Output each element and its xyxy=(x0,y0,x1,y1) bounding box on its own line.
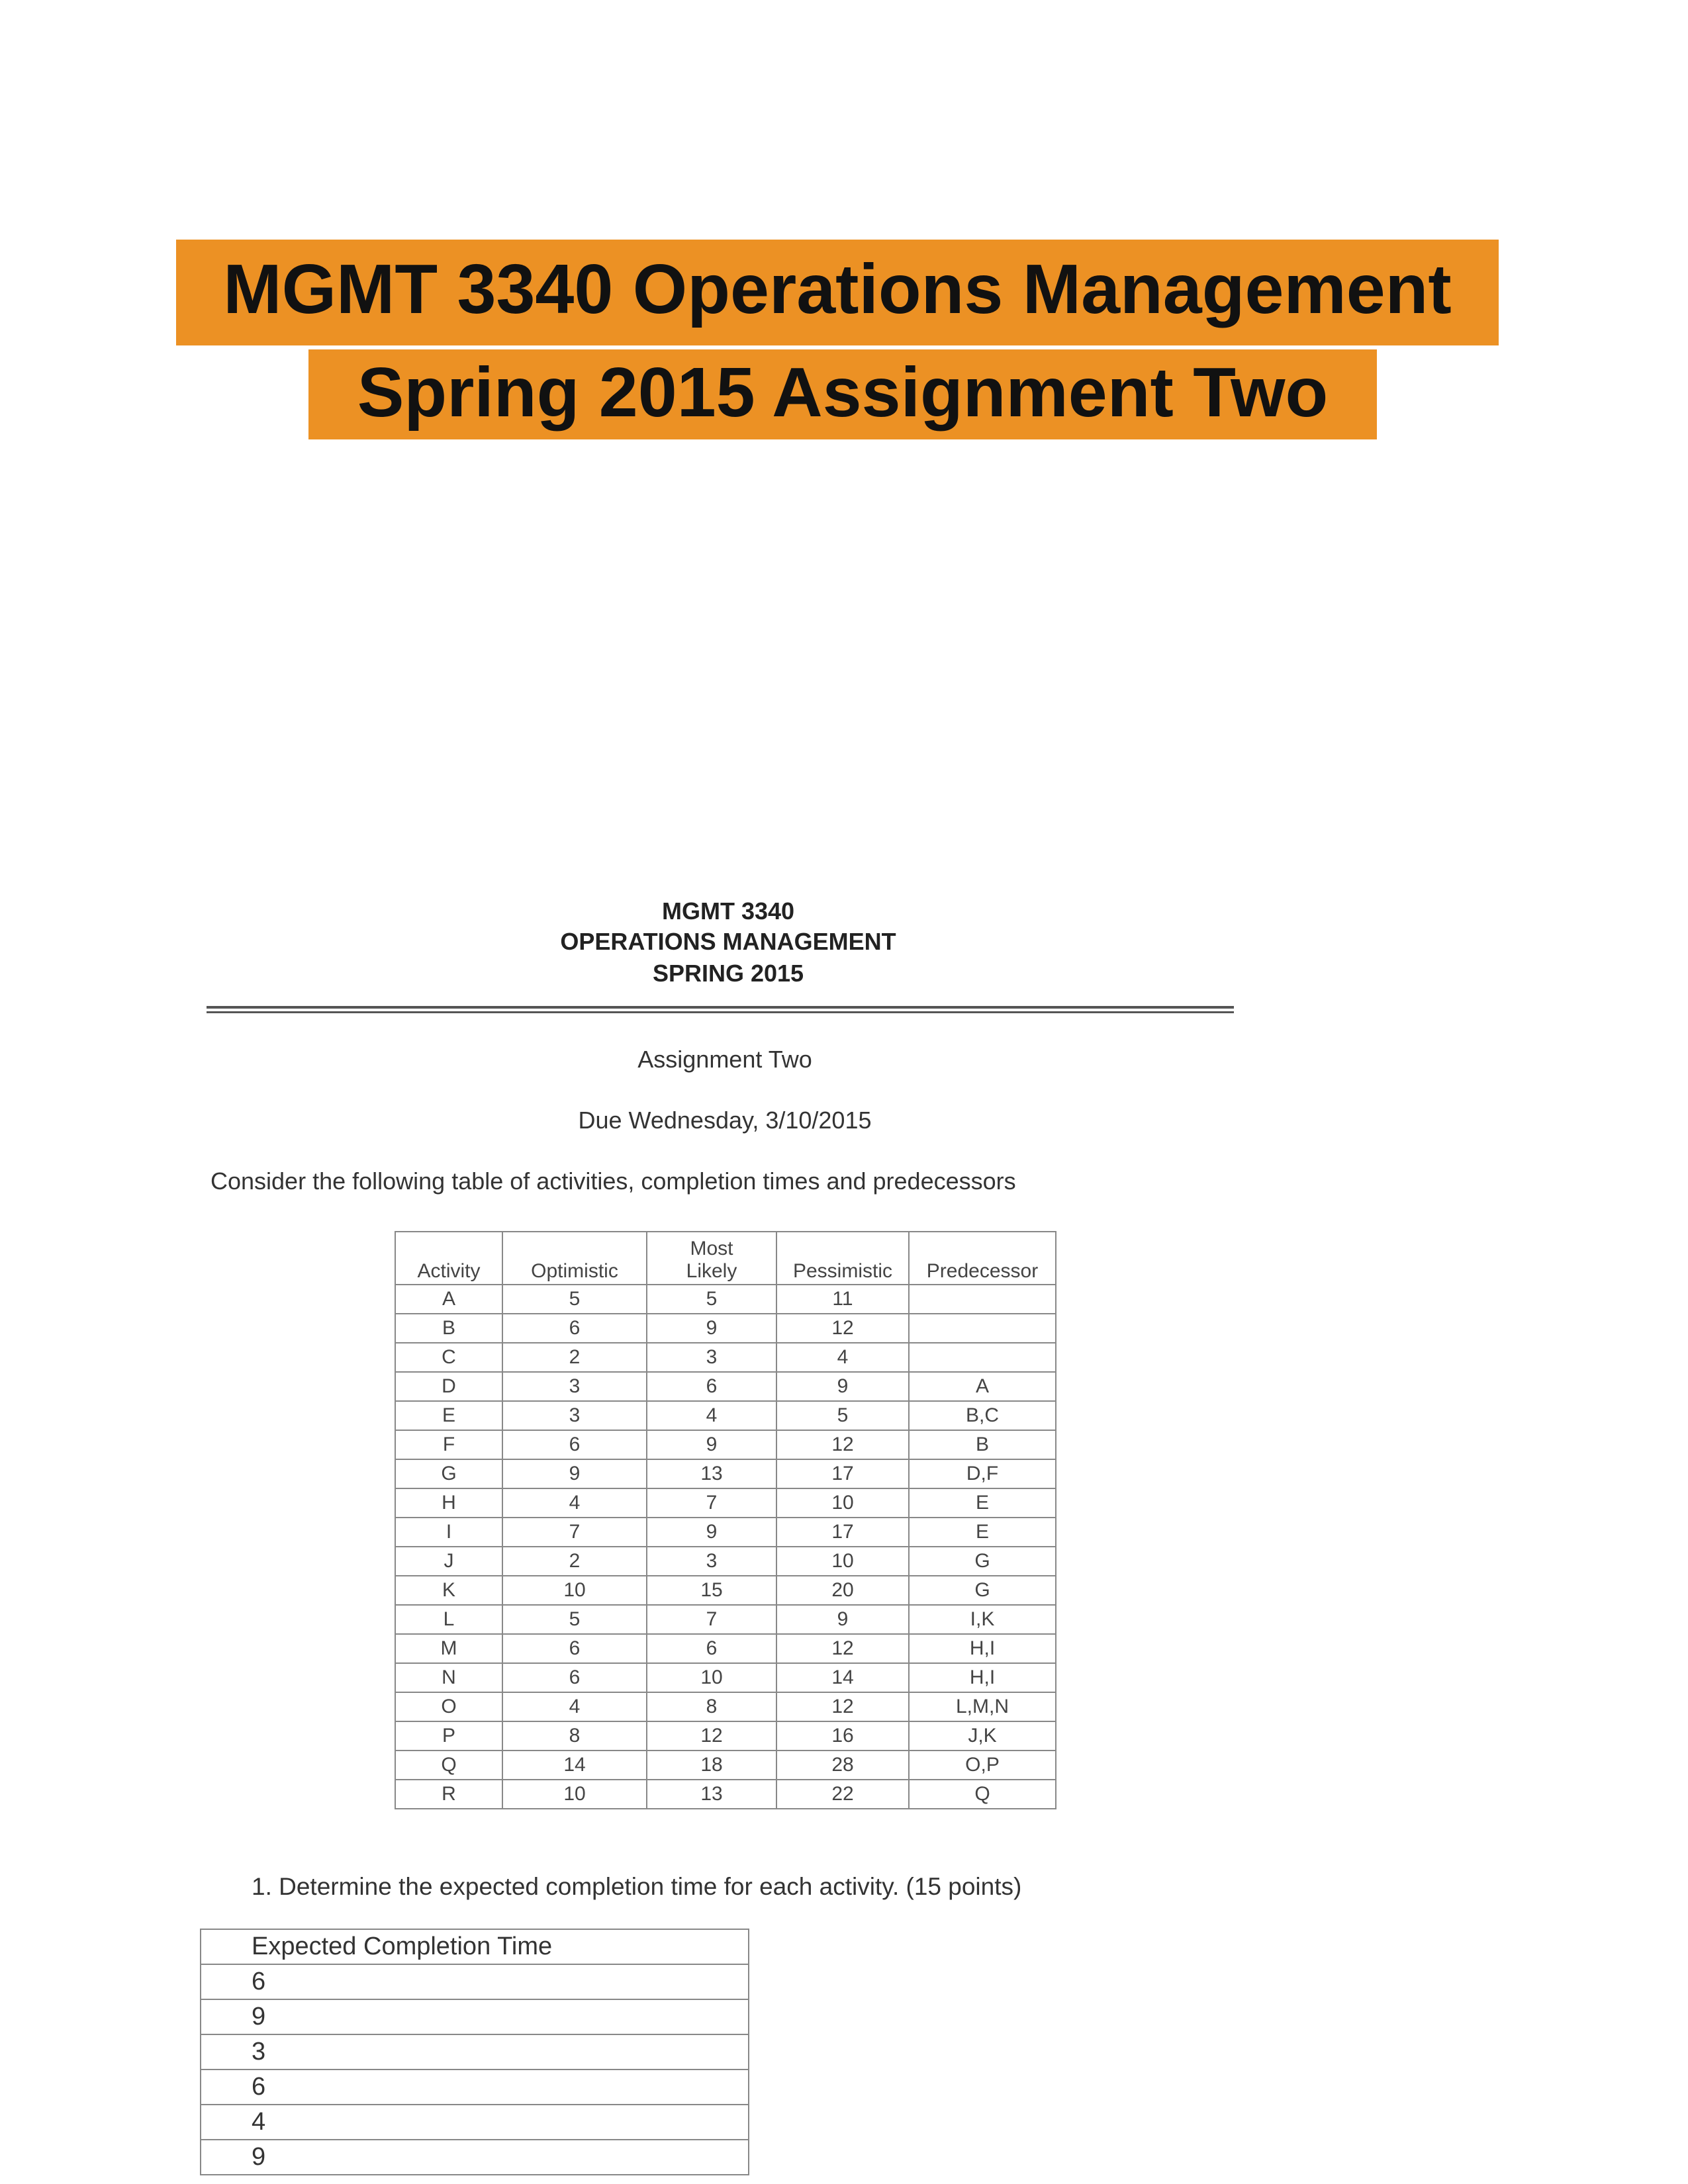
table-cell: 9 xyxy=(647,1518,776,1547)
table-cell: 12 xyxy=(776,1314,909,1343)
table-row xyxy=(395,1663,1056,1692)
table-row xyxy=(395,1547,1056,1576)
table-cell: H,I xyxy=(909,1663,1056,1692)
table-row xyxy=(395,1401,1056,1430)
table-cell: 9 xyxy=(776,1372,909,1401)
column-header: Predecessor xyxy=(909,1232,1056,1285)
table-cell: K xyxy=(395,1576,502,1605)
table-cell: F xyxy=(395,1430,502,1459)
column-header: Most Likely xyxy=(647,1232,776,1285)
table-cell: C xyxy=(395,1343,502,1372)
table-cell: 3 xyxy=(502,1372,647,1401)
term-heading: SPRING 2015 xyxy=(652,960,804,987)
table-cell: L xyxy=(395,1605,502,1634)
table-cell: 3 xyxy=(647,1547,776,1576)
table-row xyxy=(395,1780,1056,1809)
course-name-heading: OPERATIONS MANAGEMENT xyxy=(560,928,896,955)
table-cell: 5 xyxy=(776,1401,909,1430)
table-row xyxy=(395,1518,1056,1547)
assignment-title: Assignment Two xyxy=(637,1046,812,1073)
table-cell: 8 xyxy=(502,1721,647,1751)
table-cell: O xyxy=(395,1692,502,1721)
table-cell: H,I xyxy=(909,1634,1056,1663)
table-cell: 6 xyxy=(502,1663,647,1692)
table-cell: A xyxy=(395,1285,502,1314)
table-cell: 12 xyxy=(776,1634,909,1663)
table-cell: G xyxy=(909,1547,1056,1576)
table-cell: 17 xyxy=(776,1459,909,1488)
header-divider xyxy=(207,1011,1234,1013)
table-cell: 20 xyxy=(776,1576,909,1605)
table-cell: 4 xyxy=(776,1343,909,1372)
table-row xyxy=(395,1692,1056,1721)
expected-time-cell: 6 xyxy=(201,2070,749,2105)
table-cell: 16 xyxy=(776,1721,909,1751)
table-row xyxy=(395,1751,1056,1780)
table-cell: 12 xyxy=(776,1692,909,1721)
table-cell: Q xyxy=(395,1751,502,1780)
table-row xyxy=(395,1343,1056,1372)
table-cell: 2 xyxy=(502,1343,647,1372)
table-cell: 6 xyxy=(502,1430,647,1459)
table-cell: H xyxy=(395,1488,502,1518)
table-cell: 10 xyxy=(502,1780,647,1809)
table-cell: 9 xyxy=(647,1314,776,1343)
table-cell: 6 xyxy=(647,1372,776,1401)
due-date: Due Wednesday, 3/10/2015 xyxy=(578,1107,872,1134)
table-cell: 3 xyxy=(647,1343,776,1372)
table-cell: 7 xyxy=(647,1605,776,1634)
table-cell: B xyxy=(395,1314,502,1343)
table-cell: 13 xyxy=(647,1780,776,1809)
table-cell: 4 xyxy=(502,1488,647,1518)
table-row xyxy=(395,1430,1056,1459)
table-cell: L,M,N xyxy=(909,1692,1056,1721)
table-cell: I xyxy=(395,1518,502,1547)
table-cell: 5 xyxy=(647,1285,776,1314)
table-row xyxy=(395,1314,1056,1343)
table-cell: 5 xyxy=(502,1605,647,1634)
column-header: Activity xyxy=(395,1232,502,1285)
table-row xyxy=(395,1488,1056,1518)
table-cell: B xyxy=(909,1430,1056,1459)
banner-title-line-2: Spring 2015 Assignment Two xyxy=(308,349,1377,439)
table-row xyxy=(395,1634,1056,1663)
activity-table xyxy=(395,1231,1056,1809)
table-cell: 6 xyxy=(502,1314,647,1343)
table-cell: 12 xyxy=(647,1721,776,1751)
table-cell xyxy=(909,1285,1056,1314)
table-row xyxy=(395,1372,1056,1401)
table-cell: 2 xyxy=(502,1547,647,1576)
table-cell: Q xyxy=(909,1780,1056,1809)
table-cell: 4 xyxy=(647,1401,776,1430)
header-divider xyxy=(207,1006,1234,1009)
table-cell: 28 xyxy=(776,1751,909,1780)
table-cell: 14 xyxy=(502,1751,647,1780)
table-cell: 18 xyxy=(647,1751,776,1780)
table-cell: 8 xyxy=(647,1692,776,1721)
table-cell: 5 xyxy=(502,1285,647,1314)
course-code-heading: MGMT 3340 xyxy=(661,897,795,925)
table-cell: G xyxy=(909,1576,1056,1605)
expected-completion-header: Expected Completion Time xyxy=(201,1929,749,1964)
table-cell: R xyxy=(395,1780,502,1809)
table-cell: 10 xyxy=(647,1663,776,1692)
table-row xyxy=(201,2034,749,2070)
table-cell: G xyxy=(395,1459,502,1488)
table-row xyxy=(395,1459,1056,1488)
table-cell: O,P xyxy=(909,1751,1056,1780)
table-cell: 7 xyxy=(502,1518,647,1547)
table-row xyxy=(395,1285,1056,1314)
table-cell: 15 xyxy=(647,1576,776,1605)
column-header: Pessimistic xyxy=(776,1232,909,1285)
table-cell: 6 xyxy=(647,1634,776,1663)
table-cell: 4 xyxy=(502,1692,647,1721)
table-cell: 14 xyxy=(776,1663,909,1692)
intro-text: Consider the following table of activities, completion times and predecessors xyxy=(211,1167,1016,1195)
table-row xyxy=(201,2140,749,2175)
table-cell: 9 xyxy=(647,1430,776,1459)
table-cell: D,F xyxy=(909,1459,1056,1488)
table-cell xyxy=(909,1343,1056,1372)
table-cell: M xyxy=(395,1634,502,1663)
table-cell: E xyxy=(909,1518,1056,1547)
table-row xyxy=(395,1576,1056,1605)
table-row xyxy=(395,1605,1056,1634)
table-cell: 7 xyxy=(647,1488,776,1518)
table-row xyxy=(201,1999,749,2034)
table-row xyxy=(201,2105,749,2140)
table-cell: 10 xyxy=(776,1488,909,1518)
expected-time-cell: 9 xyxy=(201,1999,749,2034)
table-row xyxy=(395,1721,1056,1751)
table-cell: D xyxy=(395,1372,502,1401)
table-cell: 11 xyxy=(776,1285,909,1314)
table-cell: P xyxy=(395,1721,502,1751)
table-cell: N xyxy=(395,1663,502,1692)
table-cell: E xyxy=(395,1401,502,1430)
expected-time-cell: 4 xyxy=(201,2105,749,2140)
table-cell: J,K xyxy=(909,1721,1056,1751)
table-cell: 10 xyxy=(502,1576,647,1605)
table-cell: 9 xyxy=(776,1605,909,1634)
table-cell: 13 xyxy=(647,1459,776,1488)
table-cell: 9 xyxy=(502,1459,647,1488)
table-cell: B,C xyxy=(909,1401,1056,1430)
expected-time-cell: 6 xyxy=(201,1964,749,1999)
table-cell: A xyxy=(909,1372,1056,1401)
table-cell: J xyxy=(395,1547,502,1576)
table-row xyxy=(201,2070,749,2105)
table-cell: 17 xyxy=(776,1518,909,1547)
expected-time-cell: 9 xyxy=(201,2140,749,2175)
table-cell: 3 xyxy=(502,1401,647,1430)
table-cell: 22 xyxy=(776,1780,909,1809)
table-cell: 12 xyxy=(776,1430,909,1459)
banner-title-line-1: MGMT 3340 Operations Management xyxy=(176,240,1499,345)
question-1: 1. Determine the expected completion time for each activity. (15 points) xyxy=(252,1873,1022,1900)
column-header: Optimistic xyxy=(502,1232,647,1285)
table-cell xyxy=(909,1314,1056,1343)
expected-time-cell: 3 xyxy=(201,2034,749,2070)
table-cell: 10 xyxy=(776,1547,909,1576)
expected-completion-table xyxy=(200,1929,749,2175)
table-cell: I,K xyxy=(909,1605,1056,1634)
table-row xyxy=(201,1964,749,1999)
table-cell: 6 xyxy=(502,1634,647,1663)
table-cell: E xyxy=(909,1488,1056,1518)
